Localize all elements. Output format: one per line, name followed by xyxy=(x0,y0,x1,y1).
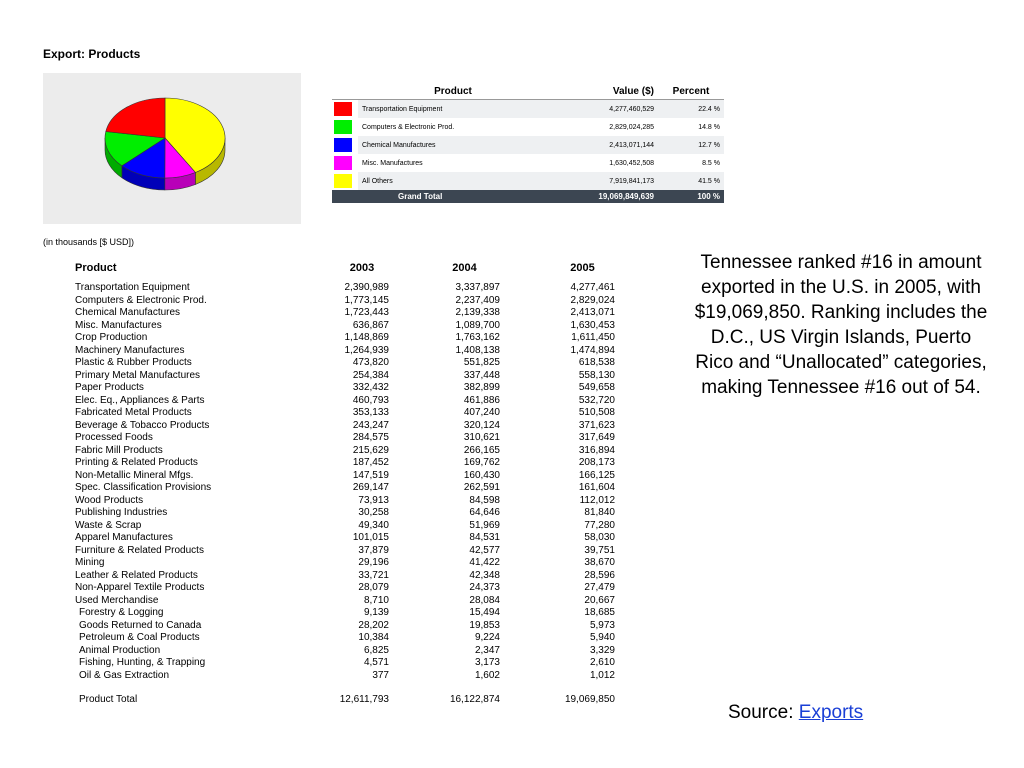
detail-value-2004: 3,173 xyxy=(474,657,500,668)
detail-value-2003: 636,867 xyxy=(352,319,389,331)
detail-value-2005: 1,474,894 xyxy=(570,344,615,356)
detail-value-2005: 316,894 xyxy=(578,444,615,456)
detail-value-2004: 2,347 xyxy=(474,644,500,656)
detail-total-label: Product Total xyxy=(79,694,138,705)
detail-value-2003: 1,148,869 xyxy=(344,332,389,343)
detail-value-2005: 39,751 xyxy=(584,544,615,556)
units-note: (in thousands [$ USD]) xyxy=(43,237,135,247)
summary-value: 7,919,841,173 xyxy=(548,172,658,190)
detail-product: Misc. Manufactures xyxy=(75,319,162,331)
detail-value-2005: 77,280 xyxy=(584,519,615,531)
detail-row xyxy=(75,282,615,295)
detail-value-2005: 1,630,453 xyxy=(570,319,615,331)
summary-value: 2,413,071,144 xyxy=(548,136,658,154)
detail-value-2005: 558,130 xyxy=(578,369,615,381)
detail-row xyxy=(75,470,615,483)
pie-slice xyxy=(106,98,165,138)
summary-total-row xyxy=(332,190,724,203)
detail-value-2003: 4,571 xyxy=(363,657,389,668)
detail-value-2004: 28,084 xyxy=(469,594,500,606)
detail-product: Primary Metal Manufactures xyxy=(75,369,201,381)
detail-product: Beverage & Tobacco Products xyxy=(75,419,210,431)
detail-row xyxy=(75,670,615,683)
detail-value-2004: 320,124 xyxy=(463,419,500,431)
detail-row xyxy=(75,632,615,645)
summary-header-row xyxy=(332,84,724,100)
detail-product: Chemical Manufactures xyxy=(75,307,181,318)
detail-product: Mining xyxy=(75,557,105,568)
detail-value-2005: 510,508 xyxy=(578,407,615,418)
detail-row xyxy=(75,457,615,470)
detail-value-2005: 58,030 xyxy=(584,532,615,543)
detail-value-2004: 1,602 xyxy=(474,669,500,681)
summary-product: Misc. Manufactures xyxy=(358,154,548,172)
detail-value-2004: 64,646 xyxy=(469,507,500,518)
summary-row xyxy=(332,100,724,119)
summary-header-swatch xyxy=(332,84,358,100)
export-detail-table xyxy=(75,262,615,707)
detail-total-row xyxy=(75,692,615,707)
summary-product: Computers & Electronic Prod. xyxy=(358,118,548,136)
detail-value-2005: 166,125 xyxy=(578,469,615,481)
detail-row xyxy=(75,345,615,358)
detail-value-2003: 1,723,443 xyxy=(344,307,389,318)
legend-swatch xyxy=(332,172,358,190)
detail-row xyxy=(75,295,615,308)
summary-value: 4,277,460,529 xyxy=(548,100,658,119)
detail-row xyxy=(75,320,615,333)
detail-value-2003: 215,629 xyxy=(352,444,389,456)
detail-header-row xyxy=(75,262,615,282)
legend-swatch-color xyxy=(334,102,352,116)
detail-value-2003: 30,258 xyxy=(358,507,389,518)
detail-value-2005: 2,413,071 xyxy=(570,307,615,318)
detail-value-2003: 28,079 xyxy=(358,582,389,593)
detail-value-2004: 84,531 xyxy=(469,532,500,543)
detail-value-2004: 160,430 xyxy=(463,469,500,481)
summary-header-product: Product xyxy=(358,84,548,100)
detail-row xyxy=(75,382,615,395)
summary-row xyxy=(332,118,724,136)
detail-value-2003: 377 xyxy=(372,669,389,681)
detail-row xyxy=(75,582,615,595)
detail-value-2005: 3,329 xyxy=(589,644,615,656)
detail-value-2003: 254,384 xyxy=(352,369,389,381)
detail-value-2005: 1,611,450 xyxy=(571,332,615,343)
summary-header-percent: Percent xyxy=(658,84,724,100)
summary-total-percent: 100 % xyxy=(658,190,724,203)
export-title: Export: Products xyxy=(43,47,141,61)
legend-swatch xyxy=(332,154,358,172)
detail-row xyxy=(75,432,615,445)
detail-product: Non-Apparel Textile Products xyxy=(75,582,205,593)
summary-product: All Others xyxy=(358,172,548,190)
summary-total-swatch xyxy=(332,190,358,203)
legend-swatch-color xyxy=(334,138,352,152)
detail-product: Fabric Mill Products xyxy=(75,444,163,456)
detail-row xyxy=(75,570,615,583)
detail-value-2003: 460,793 xyxy=(352,394,389,406)
detail-product: Wood Products xyxy=(75,494,144,506)
detail-value-2004: 2,139,338 xyxy=(455,307,500,318)
summary-percent: 14.8 % xyxy=(658,118,724,136)
detail-value-2003: 332,432 xyxy=(352,382,389,393)
detail-value-2003: 8,710 xyxy=(363,594,389,606)
detail-product: Used Merchandise xyxy=(75,594,159,606)
detail-product: Spec. Classification Provisions xyxy=(75,482,212,493)
detail-product: Paper Products xyxy=(75,382,144,393)
detail-value-2004: 41,422 xyxy=(469,557,500,568)
detail-row xyxy=(75,370,615,383)
detail-product: Forestry & Logging xyxy=(79,607,164,618)
detail-row xyxy=(75,557,615,570)
detail-value-2003: 6,825 xyxy=(363,644,389,656)
detail-row xyxy=(75,545,615,558)
detail-value-2003: 269,147 xyxy=(352,482,389,493)
detail-row xyxy=(75,595,615,608)
detail-product: Printing & Related Products xyxy=(75,457,198,468)
detail-value-2003: 353,133 xyxy=(352,407,389,418)
detail-value-2003: 33,721 xyxy=(358,569,389,581)
legend-swatch-color xyxy=(334,174,352,188)
detail-value-2005: 549,658 xyxy=(578,382,615,393)
detail-product: Animal Production xyxy=(79,644,161,656)
detail-spacer xyxy=(75,682,615,692)
summary-row xyxy=(332,154,724,172)
detail-row xyxy=(75,407,615,420)
detail-value-2004: 1,089,700 xyxy=(455,319,500,331)
detail-product: Goods Returned to Canada xyxy=(79,619,202,631)
legend-swatch xyxy=(332,100,358,119)
detail-value-2005: 38,670 xyxy=(584,557,615,568)
detail-value-2004: 1,408,138 xyxy=(455,344,500,356)
detail-value-2003: 73,913 xyxy=(358,494,389,506)
summary-table xyxy=(332,84,724,203)
detail-value-2003: 1,264,939 xyxy=(344,344,389,356)
detail-product: Furniture & Related Products xyxy=(75,544,204,556)
detail-value-2004: 337,448 xyxy=(463,369,500,381)
detail-row xyxy=(75,482,615,495)
detail-row xyxy=(75,645,615,658)
ranking-summary: Tennessee ranked #16 in amount exported in the U.S. in 2005, with $19,069,850. Ranking includes the D.C., US Virgin Islands, Puerto Rico and “Unallocated” categories, making Tennessee #16 out of 54. xyxy=(694,252,988,398)
detail-header-2004: 2004 xyxy=(452,262,477,274)
detail-product: Oil & Gas Extraction xyxy=(79,669,170,681)
detail-value-2005: 112,012 xyxy=(579,494,615,506)
detail-value-2003: 2,390,989 xyxy=(344,282,389,293)
summary-value: 2,829,024,285 xyxy=(548,118,658,136)
detail-product: Plastic & Rubber Products xyxy=(75,357,192,368)
detail-value-2004: 42,577 xyxy=(469,544,500,556)
source-label: Source: xyxy=(728,702,799,723)
detail-total-2005: 19,069,850 xyxy=(564,694,615,705)
detail-value-2004: 266,165 xyxy=(463,444,500,456)
legend-swatch-color xyxy=(334,120,352,134)
summary-product: Transportation Equipment xyxy=(358,100,548,119)
detail-body xyxy=(75,282,615,682)
detail-value-2003: 9,139 xyxy=(363,607,389,618)
detail-value-2005: 5,973 xyxy=(589,619,615,631)
detail-product: Computers & Electronic Prod. xyxy=(75,294,207,306)
detail-value-2004: 15,494 xyxy=(469,607,500,618)
detail-row xyxy=(75,420,615,433)
detail-value-2003: 37,879 xyxy=(358,544,389,556)
detail-row xyxy=(75,620,615,633)
detail-value-2004: 51,969 xyxy=(469,519,500,531)
detail-value-2003: 29,196 xyxy=(358,557,389,568)
detail-header-2003: 2003 xyxy=(349,262,375,274)
detail-product: Transportation Equipment xyxy=(75,282,190,293)
detail-value-2003: 1,773,145 xyxy=(344,294,389,306)
detail-value-2004: 1,763,162 xyxy=(455,332,500,343)
detail-value-2003: 147,519 xyxy=(352,469,389,481)
detail-product: Fishing, Hunting, & Trapping xyxy=(79,657,206,668)
summary-percent: 22.4 % xyxy=(658,100,724,119)
detail-value-2004: 24,373 xyxy=(469,582,500,593)
detail-value-2005: 28,596 xyxy=(584,569,615,581)
detail-product: Leather & Related Products xyxy=(75,569,198,581)
detail-row xyxy=(75,332,615,345)
detail-total-2003: 12,611,793 xyxy=(339,694,389,705)
detail-value-2004: 2,237,409 xyxy=(455,294,500,306)
detail-value-2005: 2,610 xyxy=(589,657,615,668)
summary-percent: 12.7 % xyxy=(658,136,724,154)
detail-product: Petroleum & Coal Products xyxy=(79,632,200,643)
detail-row xyxy=(75,507,615,520)
summary-value: 1,630,452,508 xyxy=(548,154,658,172)
detail-value-2004: 407,240 xyxy=(463,407,500,418)
summary-body xyxy=(332,100,724,191)
detail-row xyxy=(75,532,615,545)
detail-value-2004: 169,762 xyxy=(463,457,500,468)
detail-value-2004: 42,348 xyxy=(469,569,500,581)
summary-percent: 41.5 % xyxy=(658,172,724,190)
legend-swatch-color xyxy=(334,156,352,170)
detail-product: Elec. Eq., Appliances & Parts xyxy=(75,394,205,406)
summary-row xyxy=(332,136,724,154)
detail-row xyxy=(75,520,615,533)
detail-value-2003: 101,015 xyxy=(352,532,389,543)
summary-product: Chemical Manufactures xyxy=(358,136,548,154)
detail-value-2005: 81,840 xyxy=(584,507,615,518)
detail-value-2003: 28,202 xyxy=(358,619,389,631)
detail-value-2003: 10,384 xyxy=(358,632,389,643)
detail-value-2003: 243,247 xyxy=(352,419,389,431)
detail-product: Machinery Manufactures xyxy=(75,344,185,356)
exports-link[interactable]: Exports xyxy=(798,702,864,723)
summary-total-value: 19,069,849,639 xyxy=(548,190,658,203)
detail-product: Processed Foods xyxy=(75,432,153,443)
detail-value-2004: 382,899 xyxy=(463,382,500,393)
detail-row xyxy=(75,395,615,408)
detail-value-2005: 208,173 xyxy=(578,457,615,468)
detail-value-2005: 1,012 xyxy=(589,669,615,681)
detail-value-2003: 187,452 xyxy=(352,457,389,468)
pie-chart xyxy=(43,73,301,224)
detail-value-2005: 20,667 xyxy=(584,594,615,606)
detail-value-2005: 2,829,024 xyxy=(570,294,615,306)
detail-value-2004: 84,598 xyxy=(469,494,500,506)
detail-product: Fabricated Metal Products xyxy=(75,407,192,418)
detail-row xyxy=(75,657,615,670)
summary-header-value: Value ($) xyxy=(548,84,658,100)
detail-value-2003: 49,340 xyxy=(358,519,389,531)
detail-value-2004: 551,825 xyxy=(463,357,500,368)
detail-product: Apparel Manufactures xyxy=(75,532,173,543)
detail-value-2005: 317,649 xyxy=(578,432,615,443)
detail-value-2003: 473,820 xyxy=(352,357,389,368)
detail-header-product: Product xyxy=(75,262,117,274)
detail-product: Non-Metallic Mineral Mfgs. xyxy=(75,469,194,481)
detail-row xyxy=(75,445,615,458)
detail-value-2005: 18,685 xyxy=(584,607,615,618)
legend-swatch xyxy=(332,118,358,136)
detail-value-2005: 532,720 xyxy=(578,394,615,406)
detail-product: Waste & Scrap xyxy=(75,519,142,531)
detail-value-2003: 284,575 xyxy=(352,432,389,443)
detail-value-2005: 4,277,461 xyxy=(570,282,615,293)
detail-product: Publishing Industries xyxy=(75,507,168,518)
detail-value-2005: 161,604 xyxy=(578,482,615,493)
detail-row xyxy=(75,607,615,620)
detail-product: Crop Production xyxy=(75,332,148,343)
detail-value-2005: 371,623 xyxy=(578,419,615,431)
detail-value-2004: 461,886 xyxy=(463,394,500,406)
detail-row xyxy=(75,307,615,320)
summary-row xyxy=(332,172,724,190)
detail-value-2004: 9,224 xyxy=(474,632,500,643)
detail-total-2004: 16,122,874 xyxy=(449,694,500,705)
detail-value-2005: 5,940 xyxy=(589,632,615,643)
detail-value-2004: 310,621 xyxy=(463,432,500,443)
summary-percent: 8.5 % xyxy=(658,154,724,172)
detail-value-2004: 19,853 xyxy=(469,619,500,631)
detail-value-2004: 3,337,897 xyxy=(455,282,500,293)
pie-chart-panel xyxy=(43,73,301,224)
source-line xyxy=(728,702,863,724)
detail-value-2005: 618,538 xyxy=(578,357,615,368)
detail-value-2004: 262,591 xyxy=(463,482,500,493)
legend-swatch xyxy=(332,136,358,154)
summary-total-label: Grand Total xyxy=(358,190,548,203)
detail-value-2005: 27,479 xyxy=(584,582,615,593)
detail-row xyxy=(75,357,615,370)
detail-row xyxy=(75,495,615,508)
detail-header-2005: 2005 xyxy=(570,262,595,274)
